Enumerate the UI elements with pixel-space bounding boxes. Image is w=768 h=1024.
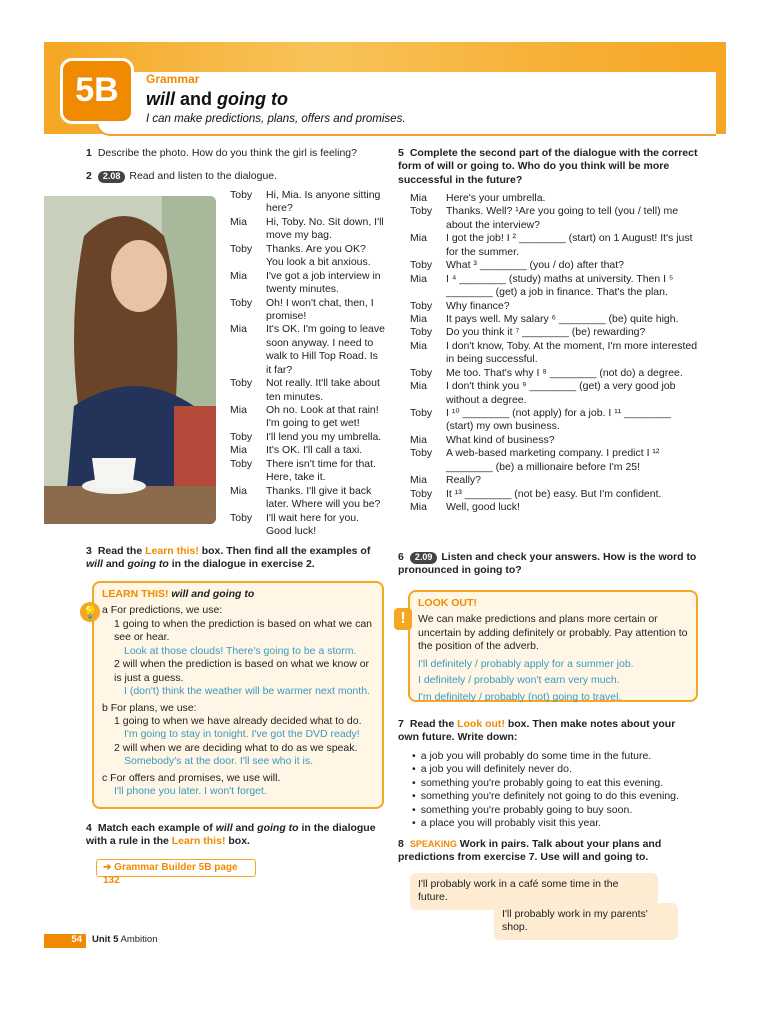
dialogue-line [410,232,700,259]
speaker: Toby [230,189,253,201]
speaker: Mia [230,215,247,228]
exercise-7-list [412,750,702,831]
dialogue-line [410,326,700,339]
list-item: • a place you will probably visit this year. [412,817,702,830]
page-number: 54 [44,934,86,948]
speaker: Toby [410,259,433,272]
page-title: will and going to [146,89,289,109]
line-text: I'll lend you my umbrella. [266,430,382,443]
speaker: Toby [230,377,253,390]
speaker: Mia [410,312,427,325]
dialogue-line [230,270,385,297]
audio-track-icon[interactable]: 2.09 [410,552,438,564]
line-text: A web-based marketing company. I predict I ¹² ________ (be) a millionaire before I'm 25! [446,447,660,473]
exercise-1: 1 Describe the photo. How do you think the girl is feeling? [86,147,357,159]
exercise-4: 4 Match each example of will and going to in the dialogue with a rule in the Learn this! box. [86,822,376,848]
learn-this-box: LEARN THIS! will and going to a For predictions, we use: 1 going to when the prediction is based on what we can see or hear. Look at those clouds! There's going to be a storm. 2 will when the prediction is based on what we know or is just a guess. I (don't) think the weather will be warmer next month. b For plans, we use: 1 going to when we have already decided what to do. I'm going to stay in tonight. I've got the DVD ready! 2 will when we are deciding what to do as we speak. Somebody's at the door. I'll see who it is. c For offers and promises, we use will. I'll phone you later. I won't forget. [92,581,384,809]
exclamation-icon: ! [394,608,412,630]
speaker: Mia [230,323,247,336]
dialogue-line [410,273,700,300]
line-text: It pays well. My salary ⁶ ________ (be) quite high. [446,312,679,325]
speaker: Mia [410,433,427,446]
speaker: Toby [410,407,433,419]
look-out-box: LOOK OUT! We can make predictions and plans more certain or uncertain by adding definitely or probably. Pay attention to the position of the adverb. I'll definitely / probably apply for a summer job. I definitely / probably won't earn very much. I'm definitely / probably (not) going to travel. [408,590,698,702]
speaker: Mia [410,474,427,487]
exercise-3: 3 Read the Learn this! box. Then find all the examples of will and going to in the dialogue in exercise 2. [86,545,371,571]
speaker: Toby [230,430,253,443]
speaker: Mia [410,501,427,514]
list-item: • something you're probably going to buy soon. [412,804,702,817]
line-text: What kind of business? [446,433,555,446]
dialogue-line [410,313,700,326]
line-text: I got the job! I ² ________ (start) on 1 August! It's just for the summer. [446,232,693,258]
exercise-8: 8 SPEAKING Work in pairs. Talk about your plans and predictions from exercise 7. Use will and going to. [398,838,662,864]
unit-tag: 5B [60,58,134,124]
exercise-6: 6 2.09 Listen and check your answers. How is the word to pronounced in going to? [398,551,697,577]
line-text: It's OK. I'll call a taxi. [266,444,363,457]
line-text: Oh no. Look at that rain! I'm going to get wet! [266,404,379,430]
dialogue-line [230,444,385,457]
grammar-builder-link[interactable]: ➜ Grammar Builder 5B page 132 [96,859,256,877]
line-text: Thanks. Well? ¹Are you going to tell (you / tell) me about the interview? [446,205,679,231]
dialogue-line [230,512,385,539]
dialogue-2 [410,192,700,515]
speaker: Toby [410,366,433,379]
dialogue-line [410,300,700,313]
line-text: Me too. That's why I ⁸ ________ (not do) a degree. [446,366,683,379]
dialogue-line [410,434,700,447]
dialogue-line [410,192,700,205]
line-text: There isn't time for that. Here, take it. [266,457,376,484]
line-text: What ³ ________ (you / do) after that? [446,259,625,272]
speaker: Toby [410,326,433,339]
speaker: Toby [230,457,253,470]
line-text: It's OK. I'm going to leave soon anyway. I need to walk to Hill Top Road. Is it far? [266,323,385,376]
exercise-5: 5 Complete the second part of the dialogue with the correct form of will or going to. Who do you think will be more successful in the future? [398,147,698,186]
dialogue-line [230,377,385,404]
speaker: Mia [230,484,247,497]
dialogue-line [410,340,700,367]
page-subtitle: I can make predictions, plans, offers and promises. [146,113,406,125]
footer-unit: Unit 5 Ambition [92,934,158,945]
dialogue-line [230,458,385,485]
speaker: Toby [230,242,253,255]
speech-bubble-2: I'll probably work in my parents' shop. [494,903,678,940]
dialogue-line [410,380,700,407]
line-text: Do you think it ⁷ ________ (be) rewarding? [446,326,646,339]
speaker: Mia [230,404,247,416]
speaker: Toby [230,511,253,524]
line-text: I've got a job interview in twenty minutes. [266,269,381,296]
speaker: Toby [410,205,433,218]
dialogue-line [410,474,700,487]
speaker: Mia [410,232,427,245]
section-label: Grammar [146,72,200,86]
list-item: • a job you will probably do some time in the future. [412,750,702,763]
arrow-icon: ➜ [103,862,115,873]
line-text: I ⁴ ________ (study) maths at university. Then I ⁵ ________ (get) a job in finance. That's the plan. [446,272,674,299]
list-item: • something you're probably going to eat this evening. [412,777,702,790]
dialogue-line [410,447,700,474]
dialogue-line [230,431,385,444]
photo-girl-cafe [44,196,216,524]
dialogue-line [230,485,385,512]
dialogue-line [410,259,700,272]
speaker: Mia [410,272,427,285]
speaker: Mia [410,192,427,204]
line-text: Thanks. I'll give it back later. Where will you be? [266,484,381,511]
line-text: I don't know, Toby. At the moment, I'm more interested in being successful. [446,339,698,366]
line-text: Well, good luck! [446,501,520,514]
exercise-7: 7 Read the Look out! box. Then make notes about your own future. Write down: [398,718,676,744]
speaker: Mia [410,380,427,393]
speaker: Toby [230,296,253,309]
line-text: I don't think you ⁹ ________ (get) a very good job without a degree. [446,380,676,406]
dialogue-line [410,488,700,501]
dialogue-line [230,297,385,324]
line-text: I ¹⁰ ________ (not apply) for a job. I ¹¹ ________ (start) my own business. [446,407,671,433]
line-text: Why finance? [446,299,510,312]
list-item: • something you're definitely not going to do this evening. [412,790,702,803]
dialogue-line [230,243,385,270]
speaker: Mia [410,339,427,352]
line-text: Oh! I won't chat, then, I promise! [266,296,374,322]
dialogue-line [410,367,700,380]
line-text: Hi, Toby. No. Sit down, I'll move my bag. [266,215,384,242]
line-text: I'll wait here for you. Good luck! [266,511,360,537]
dialogue-line [230,216,385,243]
lightbulb-icon: 💡 [80,602,100,622]
dialogue-line [230,189,385,216]
dialogue-line [410,205,700,232]
dialogue-line [410,501,700,514]
line-text: Really? [446,474,482,487]
line-text: Hi, Mia. Is anyone sitting here? [266,189,381,215]
dialogue-line [230,404,385,431]
line-text: Here's your umbrella. [446,192,546,204]
line-text: Not really. It'll take about ten minutes. [266,377,380,403]
speaker: Toby [410,447,433,460]
line-text: It ¹³ ________ (not be) easy. But I'm confident. [446,487,662,500]
speech-bubble-1: I'll probably work in a café some time in the future. [410,873,658,910]
dialogue-line [230,323,385,377]
speaker: Toby [410,299,433,312]
dialogue-line [410,407,700,434]
exercise-2: 2 2.08 Read and listen to the dialogue. [86,170,278,182]
list-item: • a job you will definitely never do. [412,763,702,776]
speaker: Toby [410,487,433,500]
line-text: Thanks. Are you OK? You look a bit anxious. [266,242,371,269]
dialogue-1 [230,189,385,538]
speaker: Mia [230,269,247,282]
speaker: Mia [230,444,247,457]
audio-track-icon[interactable]: 2.08 [98,171,126,183]
